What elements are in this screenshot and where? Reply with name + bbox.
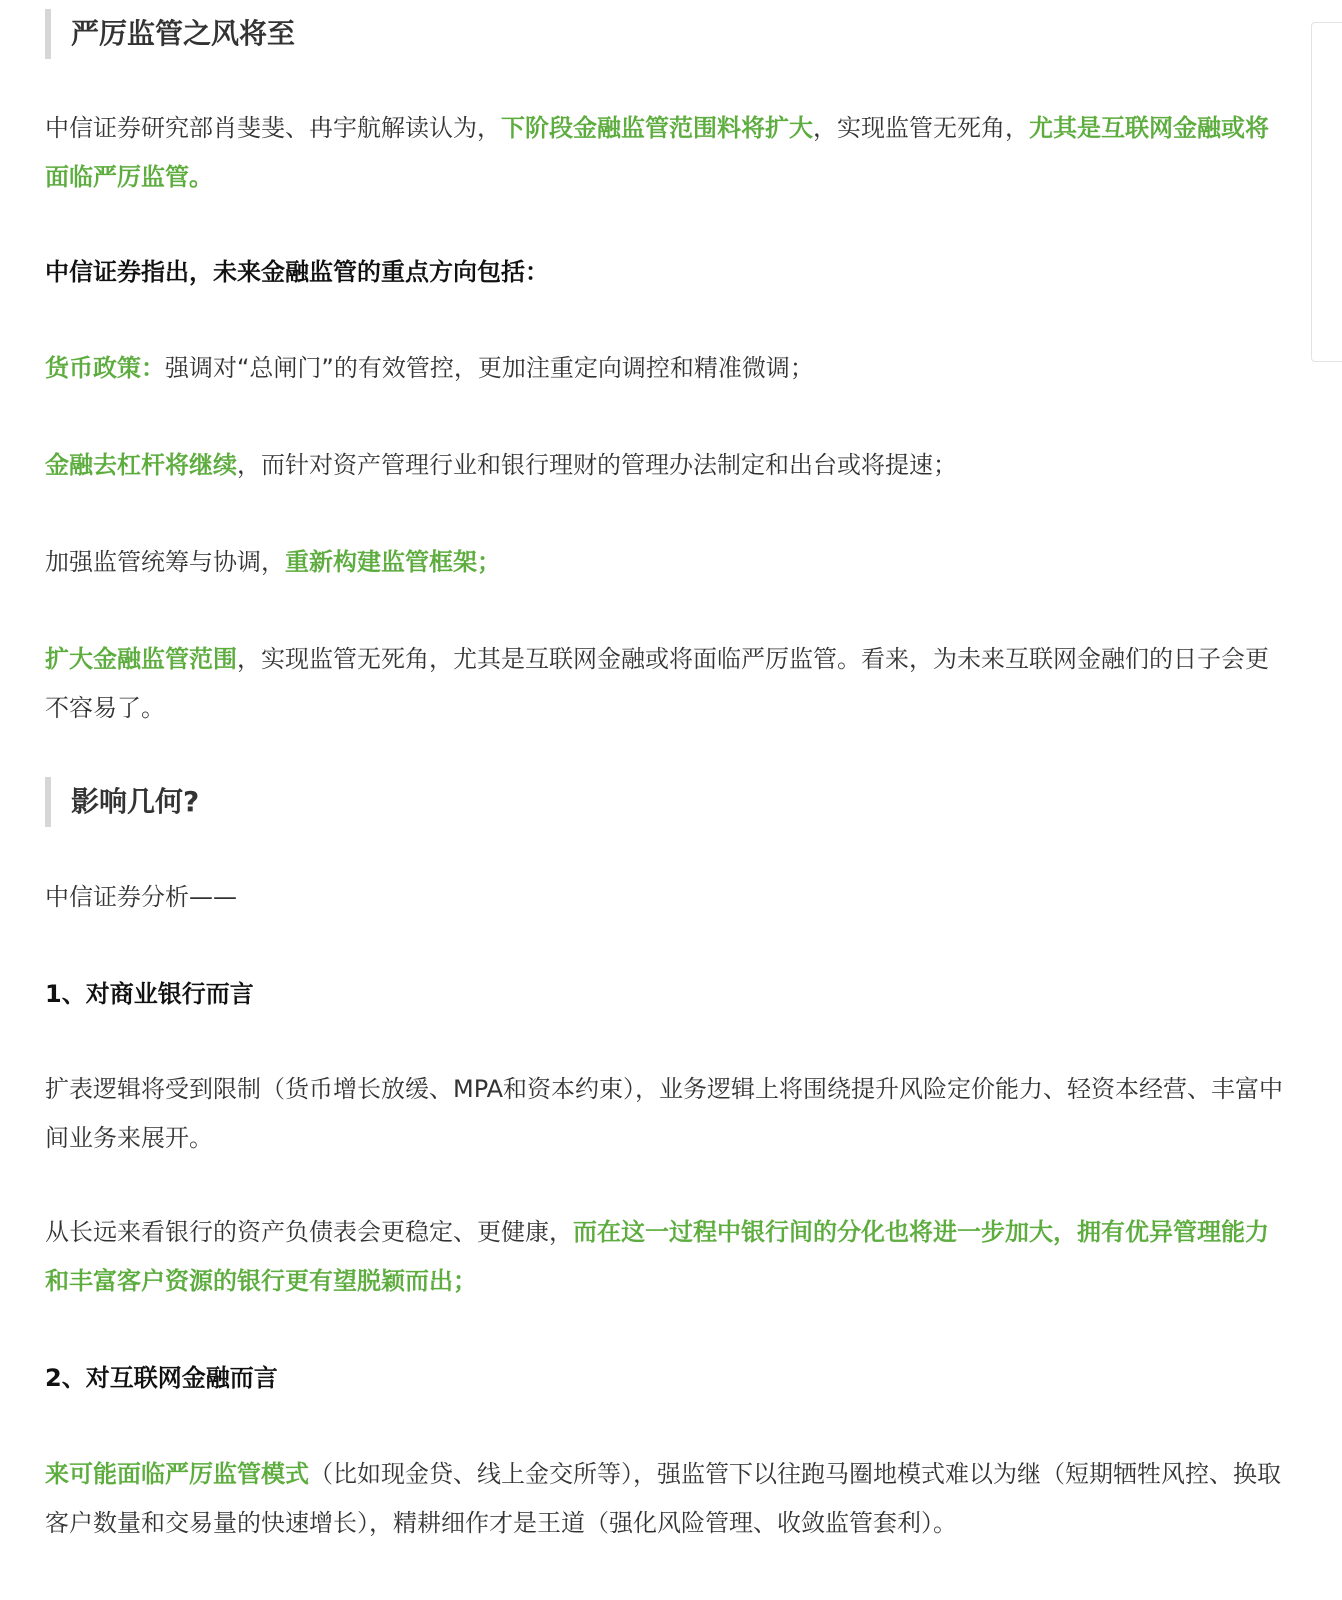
highlight-text: 尤其是互联网金融或将面临严厉监管。 [45, 114, 1269, 191]
section-heading-text: 严厉监管之风将至 [71, 17, 296, 50]
side-panel-edge[interactable] [1311, 22, 1342, 362]
paragraph-text: （比如现金贷、线上金交所等），强监管下以往跑马圈地模式难以为继（短期牺牲风控、换取客户数量和交易量的快速增长），精耕细作才是王道（强化风险管理、收敛监管套利）。 [45, 1460, 1281, 1537]
highlight-text: 重新构建监管框架； [285, 548, 501, 576]
highlight-text: 而在这一过程中银行间的分化也将进一步加大，拥有优异管理能力和丰富客户资源的银行更有望脱颖而出； [45, 1218, 1269, 1295]
paragraph-text: 中信证券研究部肖斐斐、冉宇航解读认为， [45, 114, 501, 142]
paragraph-text: 强调对“总闸门”的有效管控，更加注重定向调控和精准微调； [165, 354, 814, 382]
paragraph [45, 344, 1285, 393]
paragraph-text: ，而针对资产管理行业和银行理财的管理办法制定和出台或将提速； [237, 451, 957, 479]
highlight-text: 扩大金融监管范围 [45, 645, 237, 673]
paragraph [45, 538, 1285, 587]
paragraph: 扩表逻辑将受到限制（货币增长放缓、MPA和资本约束），业务逻辑上将围绕提升风险定价能力、轻资本经营、丰富中间业务来展开。 [45, 1075, 1284, 1152]
subheading: 1、对商业银行而言 [45, 980, 254, 1008]
paragraph-text: 加强监管统筹与协调， [45, 548, 285, 576]
paragraph: 中信证券分析—— [45, 883, 237, 911]
section-heading [45, 777, 199, 827]
subheading: 2、对互联网金融而言 [45, 1364, 278, 1392]
paragraph-text: 从长远来看银行的资产负债表会更稳定、更健康， [45, 1218, 573, 1246]
highlight-text: 货币政策： [45, 354, 165, 382]
highlight-text: 金融去杠杆将继续 [45, 451, 237, 479]
paragraph [45, 1208, 1285, 1306]
section-heading-text: 影响几何? [71, 785, 200, 818]
bold-paragraph: 中信证券指出，未来金融监管的重点方向包括： [45, 258, 549, 286]
paragraph [45, 635, 1285, 733]
paragraph-text: ，实现监管无死角， [813, 114, 1029, 142]
paragraph [45, 441, 1285, 490]
paragraph-text: ，实现监管无死角，尤其是互联网金融或将面临严厉监管。看来，为未来互联网金融们的日子会更不容易了。 [45, 645, 1269, 722]
paragraph [45, 104, 1285, 202]
highlight-text: 下阶段金融监管范围料将扩大 [501, 114, 813, 142]
paragraph [45, 1450, 1285, 1548]
highlight-text: 来可能面临严厉监管模式 [45, 1460, 309, 1488]
section-heading [45, 9, 295, 59]
